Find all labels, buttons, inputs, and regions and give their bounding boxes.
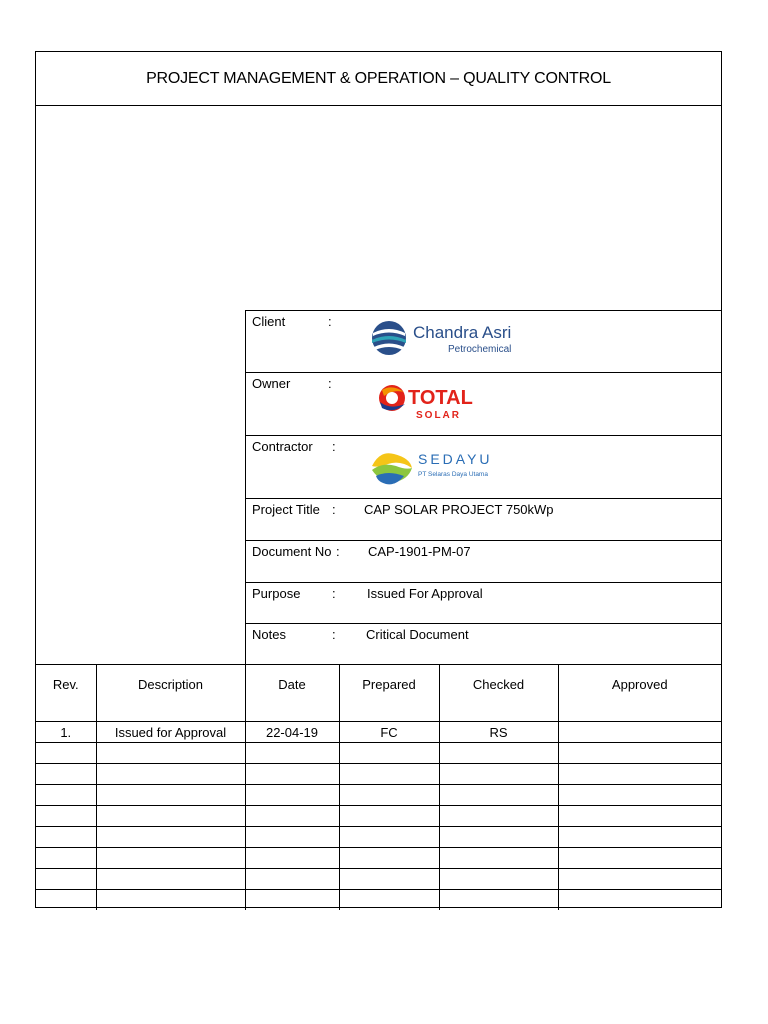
contractor-colon: : [332, 439, 336, 454]
purpose-label: Purpose [252, 586, 301, 601]
cell-checked [439, 806, 558, 827]
project-info-block [245, 310, 722, 665]
header-checked: Checked [439, 665, 558, 722]
document-no-label: Document No [252, 544, 332, 559]
cell-rev [36, 869, 96, 890]
header-rev: Rev. [36, 665, 96, 722]
owner-label: Owner [252, 376, 291, 391]
cell-description [96, 764, 245, 785]
cell-approved [558, 806, 721, 827]
cell-prepared [339, 785, 439, 806]
owner-row [246, 373, 722, 436]
cell-checked [439, 869, 558, 890]
cell-rev [36, 764, 96, 785]
sedayu-logo [370, 444, 500, 493]
cell-approved [558, 785, 721, 806]
cell-prepared [339, 890, 439, 911]
cell-rev [36, 848, 96, 869]
table-row [36, 869, 721, 890]
table-row [36, 743, 721, 764]
cell-date [245, 743, 339, 764]
client-row [246, 311, 722, 373]
cell-description [96, 743, 245, 764]
notes-colon: : [332, 627, 336, 642]
document-title: PROJECT MANAGEMENT & OPERATION – QUALITY CONTROL [36, 52, 721, 106]
cell-prepared: FC [339, 722, 439, 743]
cell-description [96, 785, 245, 806]
cell-approved [558, 764, 721, 785]
document-no-value: CAP-1901-PM-07 [368, 544, 471, 559]
cell-rev [36, 785, 96, 806]
table-row [36, 848, 721, 869]
cell-checked [439, 785, 558, 806]
project-title-value: CAP SOLAR PROJECT 750kWp [364, 502, 554, 517]
project-title-label: Project Title [252, 502, 320, 517]
header-prepared: Prepared [339, 665, 439, 722]
chandra-asri-logo-text: Chandra Asri [413, 323, 512, 342]
total-solar-logo [376, 380, 496, 429]
cell-prepared [339, 827, 439, 848]
cell-date [245, 848, 339, 869]
cell-description [96, 848, 245, 869]
notes-row [246, 624, 722, 665]
owner-colon: : [328, 376, 332, 391]
solar-logo-subtext: SOLAR [416, 410, 461, 421]
table-row [36, 827, 721, 848]
cell-date [245, 806, 339, 827]
project-title-row [246, 499, 722, 541]
purpose-value: Issued For Approval [367, 586, 483, 601]
chandra-asri-logo [370, 319, 530, 364]
document-no-row [246, 541, 722, 583]
document-no-colon: : [336, 544, 340, 559]
sedayu-logo-text: SEDAYU [418, 451, 493, 467]
contractor-label: Contractor [252, 439, 313, 454]
cell-rev [36, 743, 96, 764]
cell-rev [36, 890, 96, 911]
cell-description [96, 806, 245, 827]
purpose-row [246, 583, 722, 624]
cell-approved [558, 848, 721, 869]
cell-checked [439, 743, 558, 764]
cell-checked [439, 764, 558, 785]
contractor-row [246, 436, 722, 499]
header-description: Description [96, 665, 245, 722]
cell-rev [36, 827, 96, 848]
cell-approved [558, 890, 721, 911]
cell-date [245, 827, 339, 848]
cell-prepared [339, 806, 439, 827]
cell-approved [558, 722, 721, 743]
cell-prepared [339, 848, 439, 869]
notes-value: Critical Document [366, 627, 469, 642]
table-row [36, 785, 721, 806]
table-row [36, 806, 721, 827]
cell-date [245, 785, 339, 806]
cell-date [245, 869, 339, 890]
table-row [36, 890, 721, 911]
chandra-asri-logo-subtext: Petrochemical [448, 344, 512, 355]
cell-checked [439, 827, 558, 848]
cell-prepared [339, 764, 439, 785]
cell-date [245, 890, 339, 911]
cell-approved [558, 743, 721, 764]
purpose-colon: : [332, 586, 336, 601]
cell-checked: RS [439, 722, 558, 743]
cell-prepared [339, 869, 439, 890]
cell-rev [36, 806, 96, 827]
header-approved: Approved [558, 665, 721, 722]
cell-description [96, 827, 245, 848]
client-colon: : [328, 314, 332, 329]
cell-description: Issued for Approval [96, 722, 245, 743]
table-row [36, 764, 721, 785]
total-logo-text: TOTAL [408, 387, 473, 409]
sedayu-logo-subtext: PT Selaras Daya Utama [418, 471, 488, 478]
cell-description [96, 890, 245, 911]
cell-date: 22-04-19 [245, 722, 339, 743]
document-frame [35, 51, 722, 908]
cell-description [96, 869, 245, 890]
cell-date [245, 764, 339, 785]
revision-table [36, 664, 721, 910]
cell-checked [439, 890, 558, 911]
client-label: Client [252, 314, 286, 329]
cell-approved [558, 827, 721, 848]
revision-header-row [36, 665, 721, 722]
header-date: Date [245, 665, 339, 722]
project-title-colon: : [332, 502, 336, 517]
cell-checked [439, 848, 558, 869]
cell-rev: 1. [36, 722, 96, 743]
notes-label: Notes [252, 627, 286, 642]
table-row [36, 722, 721, 743]
cell-prepared [339, 743, 439, 764]
cell-approved [558, 869, 721, 890]
